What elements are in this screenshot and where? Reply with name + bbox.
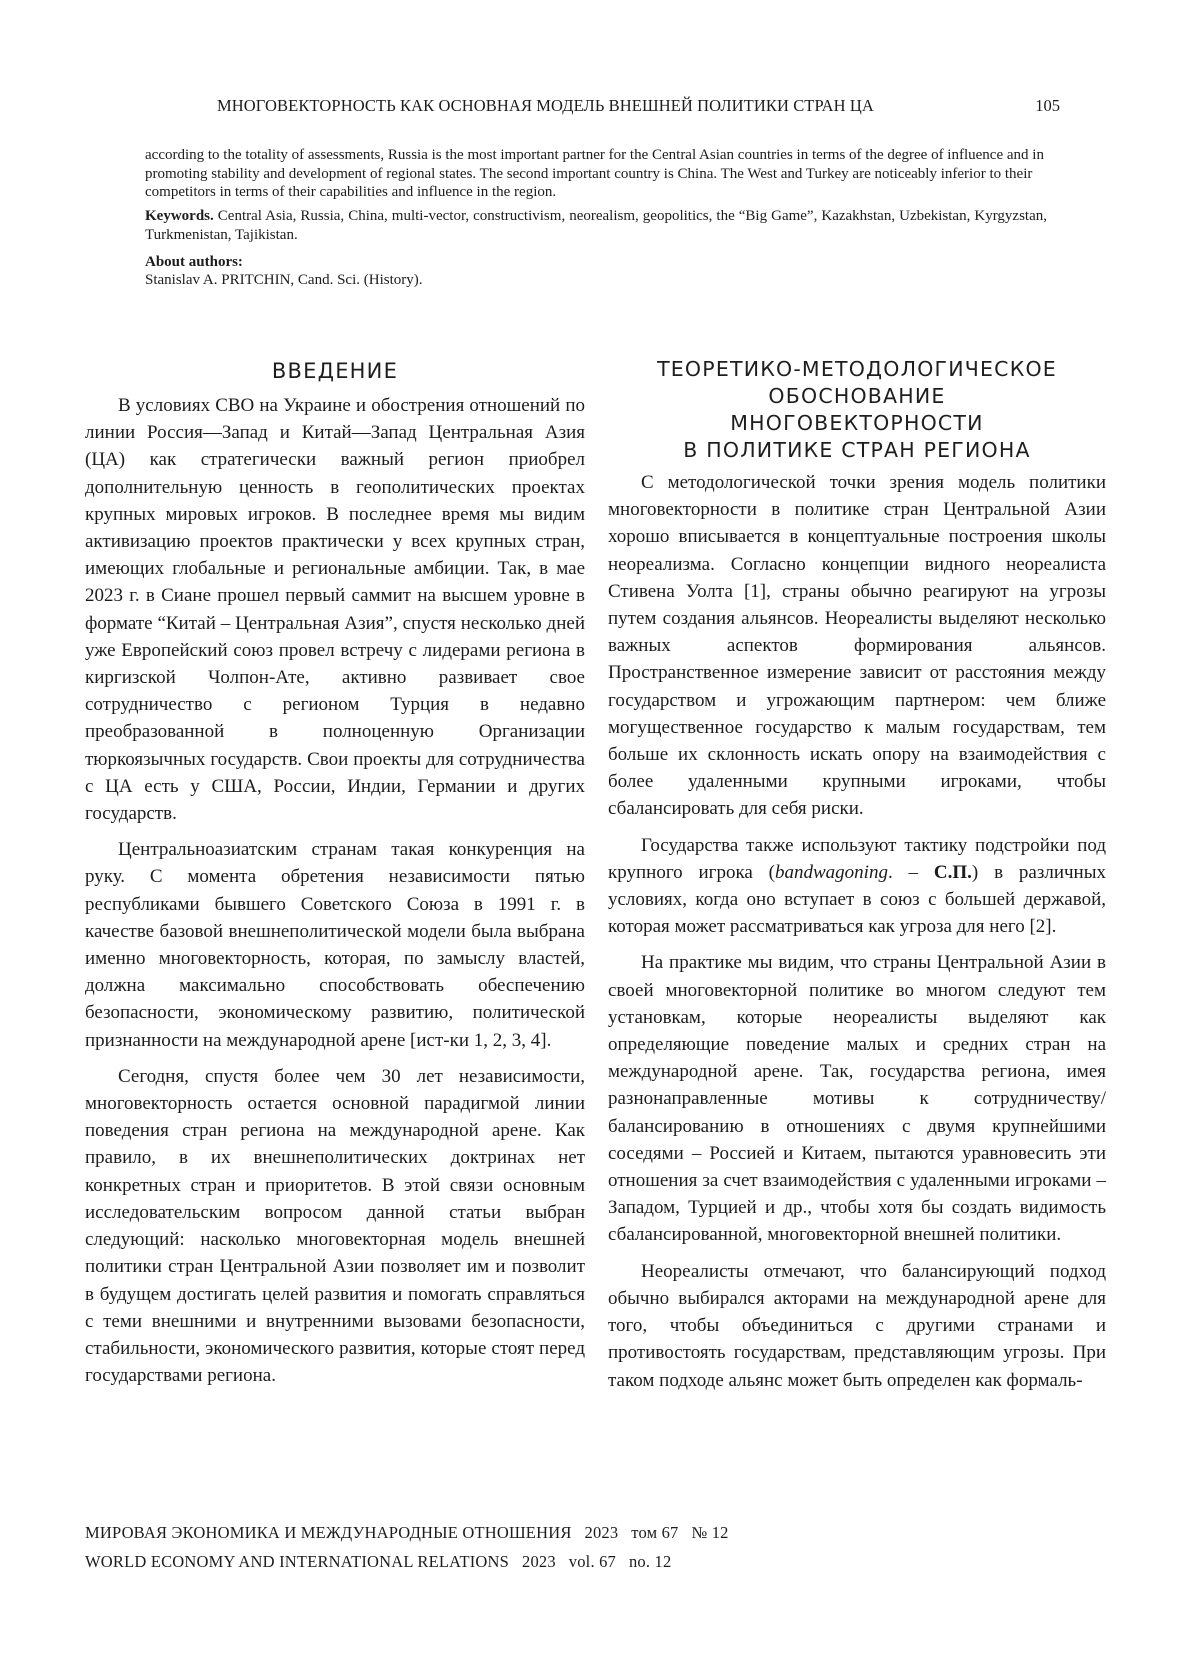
text-run: ) в различных условиях, когда оно вступает в союз с большей державой, которая может рассматриваться как угроза для него [2]. bbox=[608, 861, 1106, 938]
running-title: МНОГОВЕКТОРНОСТЬ КАК ОСНОВНАЯ МОДЕЛЬ ВНЕШНЕЙ ПОЛИТИКИ СТРАН ЦА bbox=[217, 96, 874, 115]
heading-line: МНОГОВЕКТОРНОСТИ bbox=[730, 411, 984, 435]
paragraph: Центральноазиатским странам такая конкуренция на руку. С момента обретения независимости пятью республиками бывшего Советского Союза в 1991 г. в качестве базовой внешнеполитической модели была выбрана именно многовекторность, которая, по замыслу властей, должна максимально способствовать обеспечению безопасности, экономическому развитию, политической признанности на международной арене [ист-ки 1, 2, 3, 4]. bbox=[85, 839, 585, 1051]
section-heading-introduction: ВВЕДЕНИЕ bbox=[271, 359, 399, 383]
about-authors-label: About authors: bbox=[145, 253, 243, 270]
keywords-label: Keywords. bbox=[145, 208, 214, 225]
left-column bbox=[85, 356, 585, 1389]
italic-term: bandwagoning bbox=[775, 861, 888, 883]
right-column bbox=[608, 356, 1106, 1394]
paragraph: Сегодня, спустя более чем 30 лет независимости, многовекторность остается основной парадигмой линии поведения стран региона на международной арене. Как правило, в их внешнеполитических доктринах нет конкретных стран и приоритетов. В этой связи основным исследовательским вопросом данной статьи выбран следующий: насколько многовекторная модель внешней политики стран Центральной Азии позволяет им и позволит в будущем достигать целей развития и помогать справляться с теми внешними и внутренними вызовами безопасности, стабильности, экономического развития, которые стоят перед государствами региона. bbox=[85, 1065, 585, 1387]
text-run: . – bbox=[887, 861, 934, 883]
paragraph: В условиях СВО на Украине и обострения отношений по линии Россия—Запад и Китай—Запад Центральная Азия (ЦА) как стратегически важный регион приобрел дополнительную ценность в геополитических проектах крупных мировых игроков. В последнее время мы видим активизацию проектов практически у всех крупных стран, имеющих глобальные и региональные амбиции. Так, в мае 2023 г. в Сиане прошел первый саммит на высшем уровне в формате “Китай – Центральная Азия”, спустя несколько дней уже Европейский союз провел встречу с лидерами региона в киргизской Чолпон-Ате, активно развивает свое сотрудничество с регионом Турция в недавно преобразованной в полноценную Организации тюркоязычных государств. Свои проекты для сотрудничества с ЦА есть у США, России, Индии, Германии и других государств. bbox=[85, 395, 585, 825]
english-abstract bbox=[145, 146, 1047, 290]
page-number: 105 bbox=[1035, 96, 1060, 115]
author-initials: С.П. bbox=[933, 861, 972, 883]
footer-russian: МИРОВАЯ ЭКОНОМИКА И МЕЖДУНАРОДНЫЕ ОТНОШЕНИЯ 2023 том 67 № 12 bbox=[85, 1523, 729, 1542]
paragraph: С методологической точки зрения модель политики многовекторности в политике стран Центральной Азии хорошо вписывается в концептуальные построения школы неореализма. Согласно концепции видного неореалиста Стивена Уолта [1], страны обычно реагируют на угрозы путем создания альянсов. Неореалисты выделяют несколько важных аспектов формирования альянсов. Пространственное измерение зависит от расстояния между государством и угрожающим партнером: чем ближе могущественное государство к малым государствам, тем больше их склонность искать опору на взаимодействия с более удаленными крупными игроками, чтобы сбалансировать для себя риски. bbox=[608, 472, 1106, 820]
heading-line: ТЕОРЕТИКО-МЕТОДОЛОГИЧЕСКОЕ bbox=[657, 357, 1057, 381]
heading-line: В ПОЛИТИКЕ СТРАН РЕГИОНА bbox=[683, 438, 1031, 462]
paragraph bbox=[608, 832, 1106, 941]
journal-footer bbox=[85, 1518, 985, 1576]
section-heading-theory bbox=[608, 356, 1106, 464]
keywords-list: Central Asia, Russia, China, multi-vector, constructivism, neorealism, geopolitics, the “Big Game”, Kazakhstan, Uzbekistan, Kyrgyzstan, Turkmenistan, Tajikistan. bbox=[145, 208, 1047, 243]
theory-body bbox=[608, 469, 1106, 1394]
introduction-body bbox=[85, 392, 585, 1389]
paragraph: На практике мы видим, что страны Центральной Азии в своей многовекторной политике во многом следуют тем установкам, которые неореалисты выделяют как определяющие поведение малых и средних стран на международной арене. Так, государства региона, имея разнонаправленные мотивы к сотрудничеству/балансированию в отношениях с двумя крупнейшими соседями – Россией и Китаем, пытаются уравновесить эти отношения за счет взаимодействия с удаленными игроками – Западом, Турцией и др., чтобы хотя бы создать видимость сбалансированной, многовекторной внешней политики. bbox=[608, 952, 1106, 1246]
footer-english: WORLD ECONOMY AND INTERNATIONAL RELATIONS 2023 vol. 67 no. 12 bbox=[85, 1552, 672, 1571]
abstract-text: according to the totality of assessments, Russia is the most important partner for the Central Asian countries in terms of the degree of influence and in promoting stability and development of regional states. The second important country is China. The West and Turkey are noticeably inferior to their competitors in terms of their capabilities and influence in the region. bbox=[145, 147, 1044, 201]
heading-line: ОБОСНОВАНИЕ bbox=[768, 384, 946, 408]
paragraph: Неореалисты отмечают, что балансирующий подход обычно выбирался акторами на международной арене для того, чтобы объединиться с другими странами и противостоять государствам, представляющим угрозы. При таком подходе альянс может быть определен как формаль- bbox=[608, 1260, 1106, 1391]
running-header bbox=[140, 96, 1060, 122]
text-run: Государства также используют тактику подстройки под крупного игрока ( bbox=[608, 834, 1106, 883]
author-info: Stanislav A. PRITCHIN, Cand. Sci. (History). bbox=[145, 272, 423, 289]
keywords bbox=[145, 207, 1047, 244]
